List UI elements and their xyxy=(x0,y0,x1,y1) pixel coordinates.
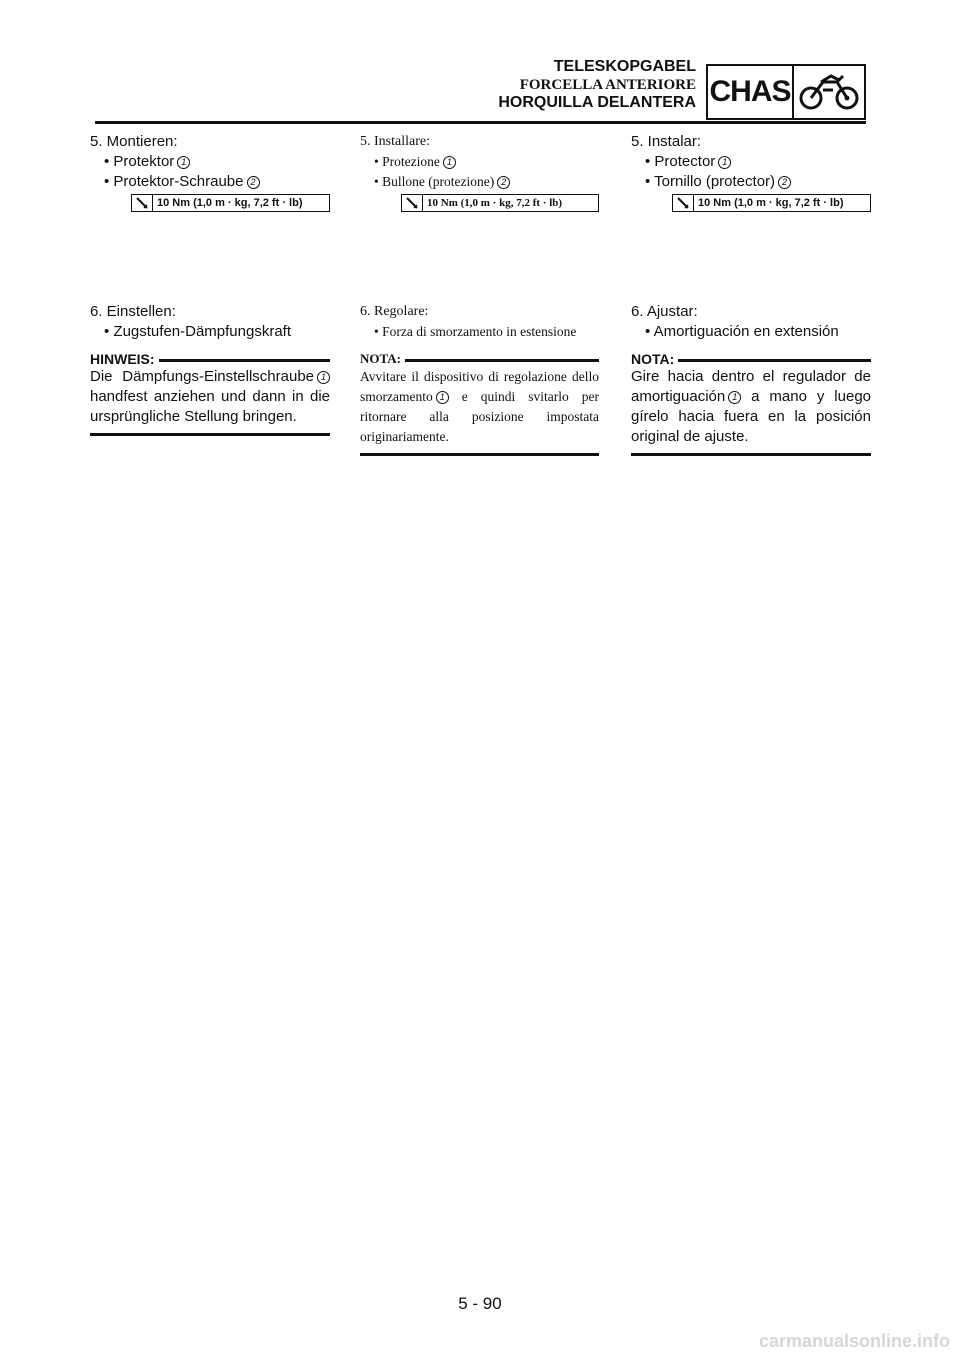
list-item: • Protektor 1 xyxy=(90,152,330,172)
step6-title: 6. Regolare: xyxy=(360,304,429,319)
note-body: Gire hacia dentro el regulador de amortiguación 1 a mano y luego gírelo hacia fuera en la posición original de ajuste. xyxy=(631,368,871,445)
section6-italian xyxy=(360,300,599,456)
note-title: NOTA: xyxy=(360,351,401,366)
note-header xyxy=(631,351,871,367)
list-item: • Protektor-Schraube 2 xyxy=(90,172,330,192)
note-body: Avvitare il dispositivo di regolazione dello smorzamento 1 e quindi svitarlo per ritornare alla posizione impostata originariamente. xyxy=(360,369,599,444)
step6-title: 6. Einstellen: xyxy=(90,303,176,320)
note-end-rule xyxy=(360,453,599,456)
note-rule xyxy=(678,359,871,362)
note-rule xyxy=(405,359,599,362)
callout-2: 2 xyxy=(778,176,791,189)
watermark: carmanualsonline.info xyxy=(758,1331,950,1351)
wrench-icon xyxy=(673,195,694,211)
section6-spanish xyxy=(631,300,871,456)
header-titles xyxy=(498,58,696,112)
note-end-rule xyxy=(90,433,330,436)
motorcycle-icon xyxy=(794,66,864,118)
title-spanish: HORQUILLA DELANTERA xyxy=(498,94,696,111)
callout-1: 1 xyxy=(728,391,741,404)
wrench-icon xyxy=(132,195,153,211)
callout-1: 1 xyxy=(718,156,731,169)
step5-title: 5. Instalar: xyxy=(631,133,702,150)
callout-2: 2 xyxy=(497,176,510,189)
section-code: CHAS xyxy=(708,66,794,118)
wrench-icon xyxy=(402,195,423,211)
torque-spec: 10 Nm (1,0 m · kg, 7,2 ft · lb) xyxy=(401,194,599,212)
title-german: TELESKOPGABEL xyxy=(553,58,696,75)
list-item: • Bullone (protezione) 2 xyxy=(360,172,599,192)
torque-spec: 10 Nm (1,0 m · kg, 7,2 ft · lb) xyxy=(131,194,330,212)
note-title: NOTA: xyxy=(631,351,675,367)
section6-german xyxy=(90,300,330,436)
title-italian: FORCELLA ANTERIORE xyxy=(519,77,696,93)
torque-spec: 10 Nm (1,0 m · kg, 7,2 ft · lb) xyxy=(672,194,871,212)
note-rule xyxy=(159,359,330,362)
note-header xyxy=(90,351,330,367)
step6-title: 6. Ajustar: xyxy=(631,303,698,320)
note-body: Die Dämpfungs-Einstellschraube 1 handfest anziehen und dann in die ursprüngliche Stellung bringen. xyxy=(90,368,330,425)
step5-title: 5. Installare: xyxy=(360,134,430,149)
note-end-rule xyxy=(631,453,871,456)
list-item: • Protezione 1 xyxy=(360,152,599,172)
callout-1: 1 xyxy=(443,156,456,169)
section-badge xyxy=(706,64,866,120)
list-item: • Tornillo (protector) 2 xyxy=(631,172,871,192)
list-item: • Forza di smorzamento in estensione xyxy=(374,324,577,339)
header-rule xyxy=(95,121,866,124)
callout-1: 1 xyxy=(177,156,190,169)
column-spanish xyxy=(631,130,871,212)
callout-1: 1 xyxy=(436,391,449,404)
note-title: HINWEIS: xyxy=(90,351,155,367)
column-german xyxy=(90,130,330,212)
callout-2: 2 xyxy=(247,176,260,189)
note-header xyxy=(360,351,599,367)
list-item: • Zugstufen-Dämpfungskraft xyxy=(104,323,292,340)
step5-title: 5. Montieren: xyxy=(90,133,178,150)
page-number: 5 - 90 xyxy=(458,1294,502,1313)
callout-1: 1 xyxy=(317,371,330,384)
column-italian xyxy=(360,130,599,212)
list-item: • Amortiguación en extensión xyxy=(645,323,839,340)
list-item: • Protector 1 xyxy=(631,152,871,172)
